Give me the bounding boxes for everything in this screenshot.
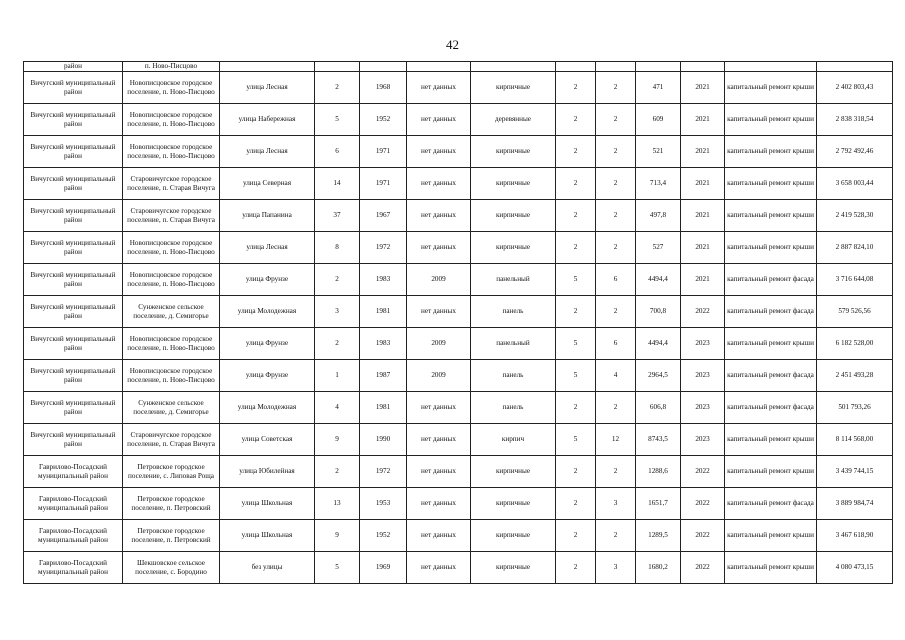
cell-street: улица Фрунзе [220, 360, 315, 392]
cell-settlement: Петровское городское поселение, п. Петровский [123, 488, 220, 520]
cell-wall-material: кирпичные [471, 488, 556, 520]
cell-work-type: капитальный ремонт крыши [725, 72, 817, 104]
cell-build-year: 1968 [360, 72, 407, 104]
cell-district: Гаврилово-Посадский муниципальный район [24, 488, 123, 520]
table-row [24, 488, 893, 520]
cell-floors: 2 [556, 168, 596, 200]
cell-street: улица Фрунзе [220, 264, 315, 296]
cell-area: 2964,5 [636, 360, 681, 392]
cell-area: 471 [636, 72, 681, 104]
cell-renovation-year: нет данных [407, 552, 471, 584]
cell-build-year: 1983 [360, 264, 407, 296]
cell-street: улица Молодежная [220, 296, 315, 328]
cell-floors: 2 [556, 200, 596, 232]
cell-repair-year: 2021 [681, 104, 725, 136]
table-row [24, 552, 893, 584]
cell-house-number: 13 [315, 488, 360, 520]
cell-floors: 5 [556, 424, 596, 456]
cell-settlement: Новописцовское городское поселение, п. Ново-Писцово [123, 328, 220, 360]
cell-renovation-year: нет данных [407, 232, 471, 264]
cell-renovation-year: нет данных [407, 520, 471, 552]
cell-build-year: 1971 [360, 136, 407, 168]
table-row [24, 392, 893, 424]
cell-area: 521 [636, 136, 681, 168]
cell-renovation-year: 2009 [407, 360, 471, 392]
cell-work-type [725, 62, 817, 72]
table-row [24, 328, 893, 360]
cell-cost: 4 080 473,15 [817, 552, 893, 584]
cell-build-year: 1990 [360, 424, 407, 456]
cell-renovation-year: нет данных [407, 456, 471, 488]
cell-entrances: 12 [596, 424, 636, 456]
cell-repair-year [681, 62, 725, 72]
cell-district: Вичугский муниципальный район [24, 328, 123, 360]
cell-floors: 2 [556, 552, 596, 584]
cell-house-number: 3 [315, 296, 360, 328]
cell-area: 1651,7 [636, 488, 681, 520]
cell-house-number: 5 [315, 552, 360, 584]
cell-wall-material: панель [471, 360, 556, 392]
table-row [24, 200, 893, 232]
cell-build-year: 1987 [360, 360, 407, 392]
cell-repair-year: 2022 [681, 552, 725, 584]
cell-settlement: Сунженское сельское поселение, д. Семигорье [123, 296, 220, 328]
cell-settlement: п. Ново-Писцово [123, 62, 220, 72]
cell-repair-year: 2022 [681, 520, 725, 552]
cell-work-type: капитальный ремонт фасада [725, 360, 817, 392]
cell-entrances: 2 [596, 296, 636, 328]
table-row [24, 424, 893, 456]
cell-work-type: капитальный ремонт крыши [725, 456, 817, 488]
cell-entrances: 4 [596, 360, 636, 392]
cell-build-year: 1972 [360, 456, 407, 488]
cell-work-type: капитальный ремонт крыши [725, 104, 817, 136]
cell-cost: 3 889 984,74 [817, 488, 893, 520]
cell-renovation-year: нет данных [407, 136, 471, 168]
cell-floors: 2 [556, 488, 596, 520]
cell-settlement: Петровское городское поселение, с. Липовая Роща [123, 456, 220, 488]
cell-street: улица Лесная [220, 232, 315, 264]
cell-area: 713,4 [636, 168, 681, 200]
cell-settlement: Новописцовское городское поселение, п. Ново-Писцово [123, 360, 220, 392]
cell-area: 8743,5 [636, 424, 681, 456]
cell-floors: 2 [556, 72, 596, 104]
cell-entrances: 2 [596, 136, 636, 168]
cell-renovation-year: нет данных [407, 296, 471, 328]
cell-house-number: 2 [315, 264, 360, 296]
cell-settlement: Петровское городское поселение, п. Петровский [123, 520, 220, 552]
cell-wall-material: кирпичные [471, 168, 556, 200]
cell-street: улица Молодежная [220, 392, 315, 424]
cell-settlement: Новописцовское городское поселение, п. Ново-Писцово [123, 232, 220, 264]
cell-street: улица Лесная [220, 72, 315, 104]
table-row [24, 72, 893, 104]
cell-build-year [360, 62, 407, 72]
cell-build-year: 1981 [360, 296, 407, 328]
cell-house-number: 2 [315, 72, 360, 104]
cell-street [220, 62, 315, 72]
cell-district: Вичугский муниципальный район [24, 392, 123, 424]
cell-district: район [24, 62, 123, 72]
cell-house-number: 9 [315, 424, 360, 456]
cell-street: улица Папанина [220, 200, 315, 232]
cell-floors: 2 [556, 136, 596, 168]
cell-district: Вичугский муниципальный район [24, 296, 123, 328]
table-row-partial [24, 62, 893, 72]
cell-house-number [315, 62, 360, 72]
cell-repair-year: 2023 [681, 360, 725, 392]
table-row [24, 232, 893, 264]
cell-house-number: 2 [315, 328, 360, 360]
cell-cost: 3 467 618,90 [817, 520, 893, 552]
cell-entrances: 3 [596, 552, 636, 584]
cell-district: Вичугский муниципальный район [24, 200, 123, 232]
cell-district: Гаврилово-Посадский муниципальный район [24, 456, 123, 488]
cell-work-type: капитальный ремонт крыши [725, 552, 817, 584]
cell-area: 4494,4 [636, 328, 681, 360]
cell-district: Вичугский муниципальный район [24, 104, 123, 136]
cell-renovation-year: нет данных [407, 72, 471, 104]
cell-settlement: Новописцовское городское поселение, п. Ново-Писцово [123, 264, 220, 296]
cell-settlement: Новописцовское городское поселение, п. Ново-Писцово [123, 136, 220, 168]
cell-house-number: 14 [315, 168, 360, 200]
page-number: 42 [446, 37, 459, 52]
cell-district: Вичугский муниципальный район [24, 136, 123, 168]
cell-build-year: 1952 [360, 520, 407, 552]
table-row [24, 264, 893, 296]
cell-floors [556, 62, 596, 72]
cell-entrances: 2 [596, 456, 636, 488]
cell-work-type: капитальный ремонт крыши [725, 424, 817, 456]
cell-area: 497,8 [636, 200, 681, 232]
cell-repair-year: 2023 [681, 392, 725, 424]
cell-cost: 2 887 824,10 [817, 232, 893, 264]
cell-work-type: капитальный ремонт фасада [725, 264, 817, 296]
cell-area: 1289,5 [636, 520, 681, 552]
cell-floors: 2 [556, 104, 596, 136]
table-row [24, 360, 893, 392]
cell-district: Вичугский муниципальный район [24, 264, 123, 296]
cell-entrances: 2 [596, 104, 636, 136]
cell-repair-year: 2023 [681, 424, 725, 456]
cell-cost: 6 182 528,00 [817, 328, 893, 360]
cell-renovation-year: нет данных [407, 488, 471, 520]
cell-wall-material: кирпичные [471, 72, 556, 104]
cell-cost: 2 838 318,54 [817, 104, 893, 136]
cell-floors: 2 [556, 232, 596, 264]
cell-house-number: 8 [315, 232, 360, 264]
cell-build-year: 1983 [360, 328, 407, 360]
cell-street: улица Юбилейная [220, 456, 315, 488]
cell-renovation-year: нет данных [407, 104, 471, 136]
cell-area: 527 [636, 232, 681, 264]
cell-work-type: капитальный ремонт крыши [725, 200, 817, 232]
cell-renovation-year: нет данных [407, 424, 471, 456]
cell-work-type: капитальный ремонт фасада [725, 488, 817, 520]
cell-repair-year: 2021 [681, 136, 725, 168]
cell-build-year: 1972 [360, 232, 407, 264]
cell-settlement: Старовичугское городское поселение, п. Старая Вичуга [123, 200, 220, 232]
cell-wall-material: кирпич [471, 424, 556, 456]
cell-build-year: 1981 [360, 392, 407, 424]
cell-entrances: 2 [596, 200, 636, 232]
cell-district: Вичугский муниципальный район [24, 360, 123, 392]
cell-house-number: 9 [315, 520, 360, 552]
cell-house-number: 4 [315, 392, 360, 424]
cell-settlement: Шекшовское сельское поселение, с. Бородино [123, 552, 220, 584]
cell-renovation-year: нет данных [407, 392, 471, 424]
cell-cost: 579 526,56 [817, 296, 893, 328]
cell-work-type: капитальный ремонт крыши [725, 168, 817, 200]
cell-repair-year: 2021 [681, 232, 725, 264]
cell-street: без улицы [220, 552, 315, 584]
cell-entrances: 6 [596, 328, 636, 360]
cell-wall-material: панельный [471, 328, 556, 360]
cell-renovation-year [407, 62, 471, 72]
cell-repair-year: 2022 [681, 488, 725, 520]
cell-wall-material: кирпичные [471, 520, 556, 552]
cell-cost: 501 793,26 [817, 392, 893, 424]
cell-cost: 2 402 803,43 [817, 72, 893, 104]
cell-entrances: 3 [596, 488, 636, 520]
cell-build-year: 1952 [360, 104, 407, 136]
cell-build-year: 1969 [360, 552, 407, 584]
cell-cost: 2 419 528,30 [817, 200, 893, 232]
cell-entrances: 2 [596, 72, 636, 104]
cell-street: улица Северная [220, 168, 315, 200]
cell-street: улица Советская [220, 424, 315, 456]
cell-area: 606,8 [636, 392, 681, 424]
cell-wall-material: кирпичные [471, 456, 556, 488]
cell-house-number: 37 [315, 200, 360, 232]
cell-cost: 3 658 003,44 [817, 168, 893, 200]
cell-wall-material: панель [471, 392, 556, 424]
cell-work-type: капитальный ремонт фасада [725, 392, 817, 424]
cell-district: Гаврилово-Посадский муниципальный район [24, 552, 123, 584]
cell-district: Вичугский муниципальный район [24, 168, 123, 200]
cell-street: улица Школьная [220, 520, 315, 552]
cell-settlement: Старовичугское городское поселение, п. Старая Вичуга [123, 168, 220, 200]
cell-entrances [596, 62, 636, 72]
cell-repair-year: 2021 [681, 168, 725, 200]
table-row [24, 296, 893, 328]
cell-wall-material: деревянные [471, 104, 556, 136]
cell-area: 4494,4 [636, 264, 681, 296]
cell-floors: 5 [556, 328, 596, 360]
cell-floors: 2 [556, 392, 596, 424]
cell-district: Вичугский муниципальный район [24, 72, 123, 104]
cell-work-type: капитальный ремонт крыши [725, 520, 817, 552]
cell-entrances: 2 [596, 168, 636, 200]
table-row [24, 136, 893, 168]
cell-area: 700,8 [636, 296, 681, 328]
cell-entrances: 6 [596, 264, 636, 296]
table-row [24, 168, 893, 200]
cell-renovation-year: нет данных [407, 168, 471, 200]
cell-entrances: 2 [596, 520, 636, 552]
cell-work-type: капитальный ремонт фасада [725, 296, 817, 328]
cell-street: улица Лесная [220, 136, 315, 168]
cell-floors: 5 [556, 264, 596, 296]
cell-cost [817, 62, 893, 72]
cell-floors: 2 [556, 296, 596, 328]
cell-house-number: 2 [315, 456, 360, 488]
table-row [24, 456, 893, 488]
cell-repair-year: 2021 [681, 72, 725, 104]
table-row [24, 520, 893, 552]
cell-repair-year: 2022 [681, 296, 725, 328]
cell-work-type: капитальный ремонт крыши [725, 136, 817, 168]
cell-wall-material: панель [471, 296, 556, 328]
cell-build-year: 1971 [360, 168, 407, 200]
cell-repair-year: 2023 [681, 328, 725, 360]
cell-floors: 5 [556, 360, 596, 392]
cell-wall-material [471, 62, 556, 72]
cell-wall-material: кирпичные [471, 200, 556, 232]
table-row [24, 104, 893, 136]
cell-work-type: капитальный ремонт крыши [725, 232, 817, 264]
cell-renovation-year: 2009 [407, 328, 471, 360]
cell-renovation-year: 2009 [407, 264, 471, 296]
cell-area: 1288,6 [636, 456, 681, 488]
cell-settlement: Старовичугское городское поселение, п. Старая Вичуга [123, 424, 220, 456]
cell-wall-material: кирпичные [471, 232, 556, 264]
cell-district: Вичугский муниципальный район [24, 424, 123, 456]
cell-repair-year: 2021 [681, 200, 725, 232]
cell-street: улица Набережная [220, 104, 315, 136]
cell-area: 609 [636, 104, 681, 136]
cell-area: 1680,2 [636, 552, 681, 584]
cell-wall-material: панельный [471, 264, 556, 296]
cell-cost: 2 451 493,28 [817, 360, 893, 392]
cell-repair-year: 2021 [681, 264, 725, 296]
cell-repair-year: 2022 [681, 456, 725, 488]
cell-renovation-year: нет данных [407, 200, 471, 232]
cell-cost: 3 716 644,08 [817, 264, 893, 296]
cell-settlement: Сунженское сельское поселение, д. Семигорье [123, 392, 220, 424]
cell-build-year: 1967 [360, 200, 407, 232]
cell-entrances: 2 [596, 392, 636, 424]
cell-settlement: Новописцовское городское поселение, п. Ново-Писцово [123, 104, 220, 136]
cell-district: Вичугский муниципальный район [24, 232, 123, 264]
cell-area [636, 62, 681, 72]
cell-street: улица Фрунзе [220, 328, 315, 360]
cell-floors: 2 [556, 456, 596, 488]
cell-district: Гаврилово-Посадский муниципальный район [24, 520, 123, 552]
repair-registry-table [23, 61, 893, 584]
cell-entrances: 2 [596, 232, 636, 264]
cell-settlement: Новописцовское городское поселение, п. Ново-Писцово [123, 72, 220, 104]
cell-work-type: капитальный ремонт крыши [725, 328, 817, 360]
cell-street: улица Школьная [220, 488, 315, 520]
cell-house-number: 5 [315, 104, 360, 136]
cell-wall-material: кирпичные [471, 552, 556, 584]
cell-house-number: 1 [315, 360, 360, 392]
cell-cost: 3 439 744,15 [817, 456, 893, 488]
cell-wall-material: кирпичные [471, 136, 556, 168]
cell-house-number: 6 [315, 136, 360, 168]
cell-cost: 2 792 492,46 [817, 136, 893, 168]
cell-cost: 8 114 568,00 [817, 424, 893, 456]
cell-build-year: 1953 [360, 488, 407, 520]
cell-floors: 2 [556, 520, 596, 552]
